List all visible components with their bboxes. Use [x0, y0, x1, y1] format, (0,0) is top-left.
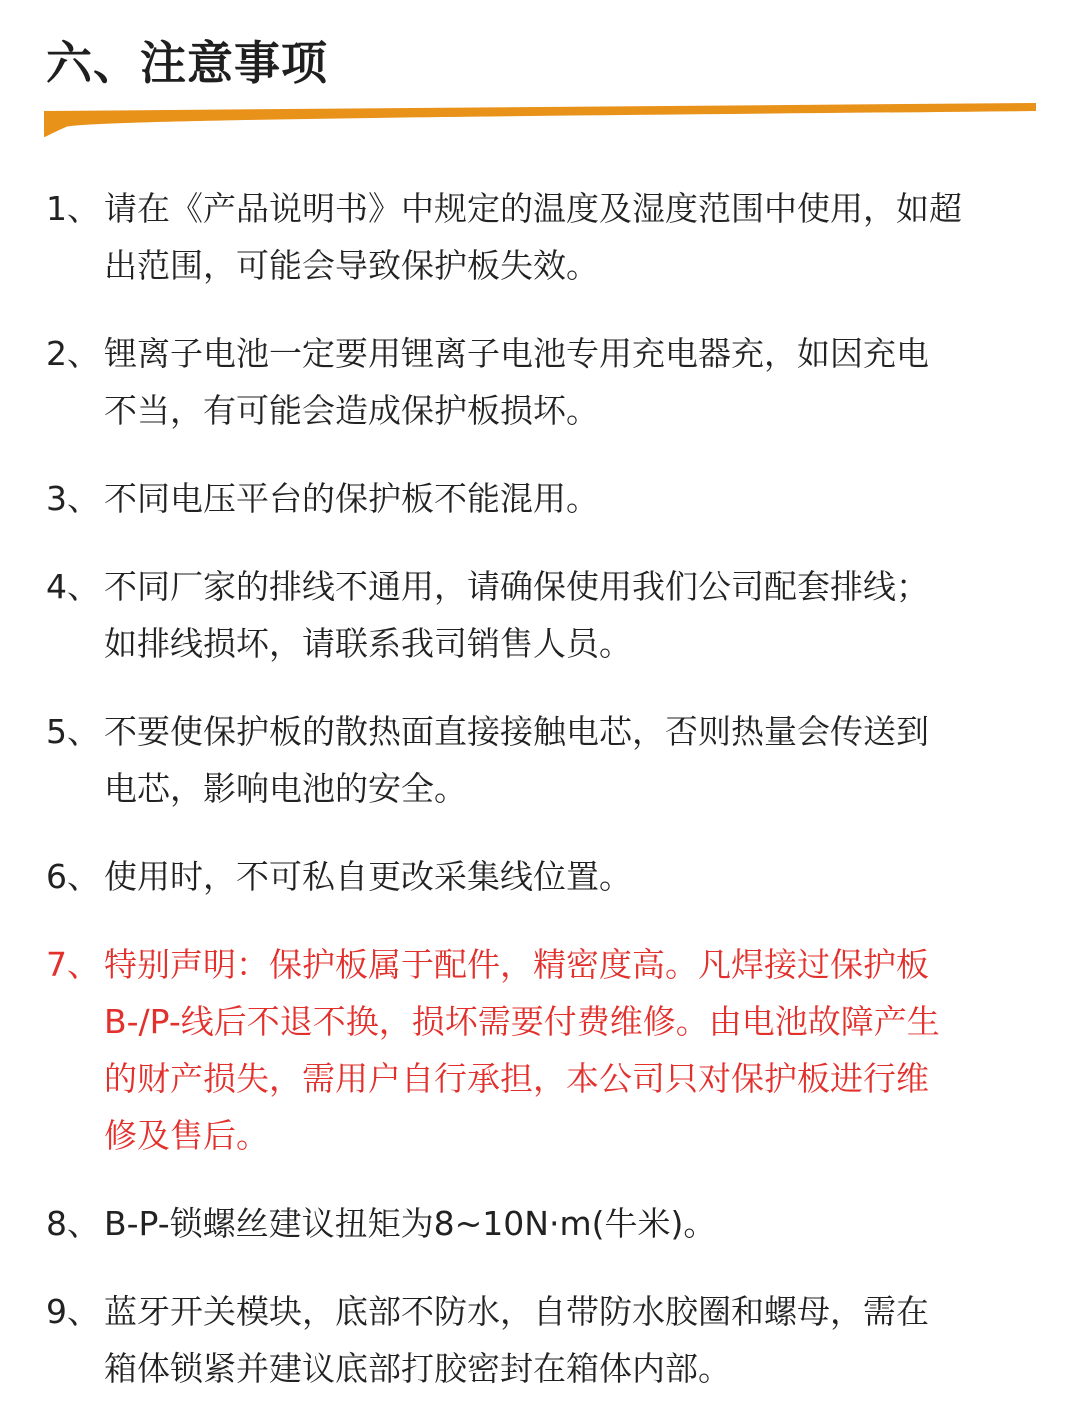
note-line: 修及售后。	[104, 1116, 269, 1155]
note-item-4	[46, 558, 1046, 672]
note-line: 的财产损失，需用户自行承担，本公司只对保护板进行维	[104, 1059, 929, 1098]
note-item-1	[46, 180, 1046, 294]
notes-list	[46, 180, 1046, 1428]
note-line: 特别声明：保护板属于配件，精密度高。凡焊接过保护板	[104, 945, 929, 984]
note-line: 蓝牙开关模块，底部不防水，自带防水胶圈和螺母，需在	[104, 1292, 929, 1331]
section-title: 六、注意事项	[46, 36, 328, 90]
note-number: 8、	[46, 1204, 100, 1243]
note-number: 6、	[46, 857, 100, 896]
note-text	[104, 325, 1044, 439]
note-text	[104, 703, 1044, 817]
note-number: 5、	[46, 712, 100, 751]
note-item-2	[46, 325, 1046, 439]
note-line: 锂离子电池一定要用锂离子电池专用充电器充，如因充电	[104, 334, 929, 373]
note-line: 不同电压平台的保护板不能混用。	[104, 479, 599, 518]
note-item-9	[46, 1283, 1046, 1397]
note-text	[104, 1195, 1044, 1252]
note-line: 不同厂家的排线不通用，请确保使用我们公司配套排线；	[104, 567, 929, 606]
note-number: 7、	[46, 945, 100, 984]
note-line: B-/P-线后不退不换，损坏需要付费维修。由电池故障产生	[104, 1002, 940, 1041]
note-line: 不当，有可能会造成保护板损坏。	[104, 391, 599, 430]
note-text	[104, 558, 1044, 672]
underline-swoosh	[44, 103, 1036, 137]
note-line: B-P-锁螺丝建议扭矩为8~10N·m(牛米)。	[104, 1204, 717, 1243]
note-item-7-special-statement	[46, 936, 1046, 1164]
note-number: 2、	[46, 334, 100, 373]
title-underline-bar	[44, 103, 1036, 137]
note-number: 9、	[46, 1292, 100, 1331]
note-text	[104, 936, 1044, 1164]
note-line: 出范围，可能会导致保护板失效。	[104, 246, 599, 285]
note-line: 不要使保护板的散热面直接接触电芯，否则热量会传送到	[104, 712, 929, 751]
note-text	[104, 180, 1044, 294]
note-line: 箱体锁紧并建议底部打胶密封在箱体内部。	[104, 1349, 731, 1388]
note-line: 如排线损坏，请联系我司销售人员。	[104, 624, 632, 663]
note-line: 电芯，影响电池的安全。	[104, 769, 467, 808]
note-number: 3、	[46, 479, 100, 518]
note-line: 使用时，不可私自更改采集线位置。	[104, 857, 632, 896]
note-text	[104, 470, 1044, 527]
note-item-6	[46, 848, 1046, 905]
note-text	[104, 848, 1044, 905]
note-item-3	[46, 470, 1046, 527]
note-line: 请在《产品说明书》中规定的温度及湿度范围中使用，如超	[104, 189, 962, 228]
note-number: 1、	[46, 189, 100, 228]
note-text	[104, 1283, 1044, 1397]
note-item-8	[46, 1195, 1046, 1252]
note-item-5	[46, 703, 1046, 817]
note-number: 4、	[46, 567, 100, 606]
